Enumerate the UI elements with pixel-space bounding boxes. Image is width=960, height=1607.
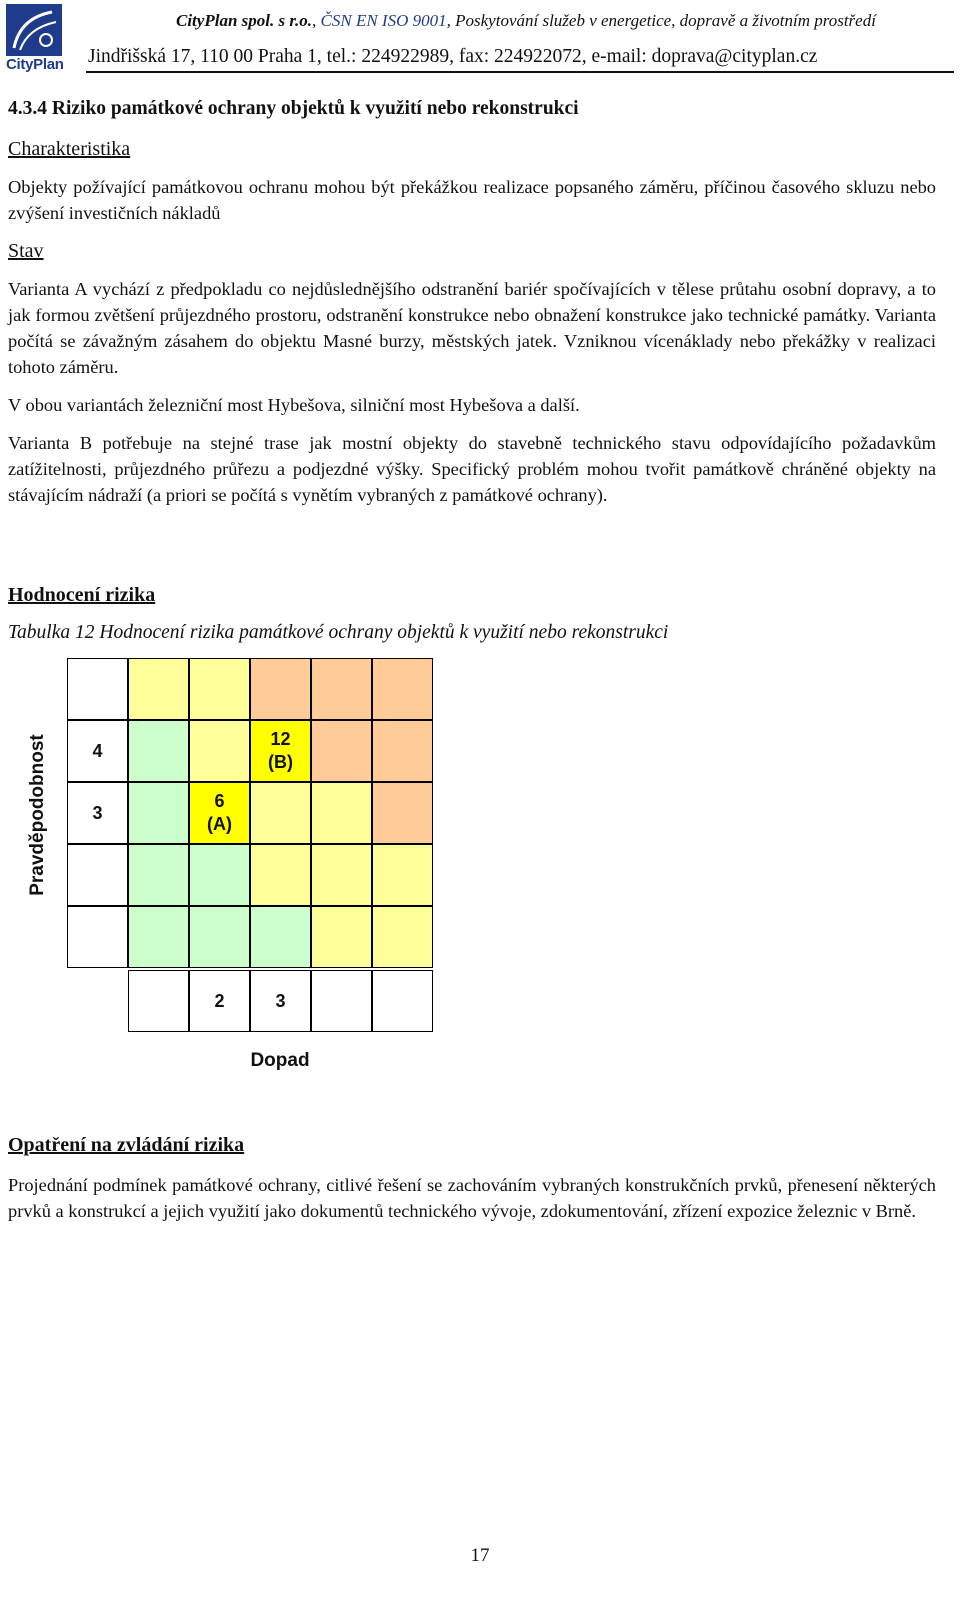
matrix-cell — [128, 720, 189, 782]
risk-cell-a — [189, 782, 250, 844]
matrix-cell — [67, 844, 128, 906]
header-address: Jindřišská 17, 110 00 Praha 1, tel.: 224922989, fax: 224922072, e-mail: doprava@cityplan.cz — [88, 46, 818, 67]
table-caption: Tabulka 12 Hodnocení rizika památkové ochrany objektů k využití nebo rekonstrukci — [8, 622, 669, 643]
row-label: 3 — [67, 782, 128, 844]
x-axis-label: Dopad — [250, 1050, 310, 1071]
status-paragraph-2: V obou variantách železniční most Hybešova, silniční most Hybešova a další. — [8, 395, 580, 415]
matrix-cell — [189, 720, 250, 782]
matrix-cell — [189, 658, 250, 720]
matrix-cell — [372, 782, 433, 844]
status-paragraph-3: Varianta B potřebuje na stejné trase jak mostní objekty do stavebně technického stavu odpovídajícího požadavkům zatížitelnosti, průjezdného průřezu a podjezdné výšky. Specifický problém mohou tvořit památkově chráněné objekty na stávajícím nádraží (a priori se počítá s vynětím vybraných z památkové ochrany). — [8, 433, 936, 505]
matrix-cell — [311, 658, 372, 720]
matrix-cell — [189, 906, 250, 968]
mitigation-text: Projednání podmínek památkové ochrany, citlivé řešení se zachováním vybraných konstrukčních prvků, přenesení některých prvků a konstrukcí a jejich využití jako dokumentů technického vývoje, zdokumentování, zřízení expozice železnic v Brně. — [8, 1175, 936, 1221]
certification: ČSN EN ISO 9001 — [320, 11, 447, 30]
row-label: 4 — [67, 720, 128, 782]
logo-emblem-icon — [6, 4, 62, 56]
matrix-cell — [372, 844, 433, 906]
matrix-cell — [372, 720, 433, 782]
risk-b-label: (B) — [268, 752, 293, 772]
header-divider — [86, 71, 954, 73]
matrix-cell — [250, 906, 311, 968]
matrix-cell — [372, 906, 433, 968]
matrix-cell — [250, 658, 311, 720]
matrix-cell — [372, 658, 433, 720]
matrix-cell — [311, 844, 372, 906]
page-number: 17 — [470, 1545, 490, 1566]
risk-a-label: (A) — [207, 814, 232, 834]
risk-a-score: 6 — [214, 791, 225, 811]
matrix-cell — [250, 844, 311, 906]
status-paragraph-1: Varianta A vychází z předpokladu co nejdůslednějšího odstranění bariér spočívajících v tělese průtahu osobní dopravy, a to jak formou zvětšení průjezdného prostoru, odstranění konstrukce nebo obnažení konstrukce jako technické památky. Varianta počítá se závažným zásahem do objektu Masné burzy, městských jatek. Vzniknou vícenáklady nebo překážky v realizaci tohoto záměru. — [8, 279, 936, 377]
characteristics-heading: Charakteristika — [8, 138, 131, 160]
mitigation-heading: Opatření na zvládání rizika — [8, 1134, 245, 1156]
matrix-cell — [311, 720, 372, 782]
matrix-cell — [372, 970, 433, 1032]
risk-b-score: 12 — [270, 729, 291, 749]
matrix-cell — [67, 658, 128, 720]
matrix-cell — [250, 782, 311, 844]
matrix-cell — [311, 970, 372, 1032]
section-title: 4.3.4 Riziko památkové ochrany objektů k využití nebo rekonstrukci — [8, 98, 579, 119]
services: Poskytování služeb v energetice, dopravě a životním prostředí — [455, 11, 876, 30]
cityplan-logo — [6, 4, 62, 76]
matrix-cell — [128, 782, 189, 844]
col-label: 2 — [189, 970, 250, 1032]
header-line-1: CityPlan spol. s r.o., ČSN EN ISO 9001, Poskytování služeb v energetice, dopravě a životním prostředí — [176, 11, 876, 30]
matrix-cell — [128, 658, 189, 720]
col-label: 3 — [250, 970, 311, 1032]
matrix-cell — [128, 844, 189, 906]
matrix-cell — [128, 906, 189, 968]
matrix-cell — [67, 906, 128, 968]
matrix-cell — [189, 844, 250, 906]
matrix-cell — [311, 906, 372, 968]
logo-text: CityPlan — [6, 56, 64, 73]
company-name: CityPlan spol. s r.o. — [176, 11, 313, 30]
matrix-cell — [311, 782, 372, 844]
risk-cell-b — [250, 720, 311, 782]
y-axis-label: Pravděpodobnost — [27, 734, 48, 896]
evaluation-heading: Hodnocení rizika — [8, 584, 156, 606]
status-heading: Stav — [8, 240, 44, 262]
characteristics-text: Objekty požívající památkovou ochranu mohou být překážkou realizace popsaného záměru, příčinou časového skluzu nebo zvýšení investičních nákladů — [8, 177, 936, 223]
matrix-cell — [128, 970, 189, 1032]
